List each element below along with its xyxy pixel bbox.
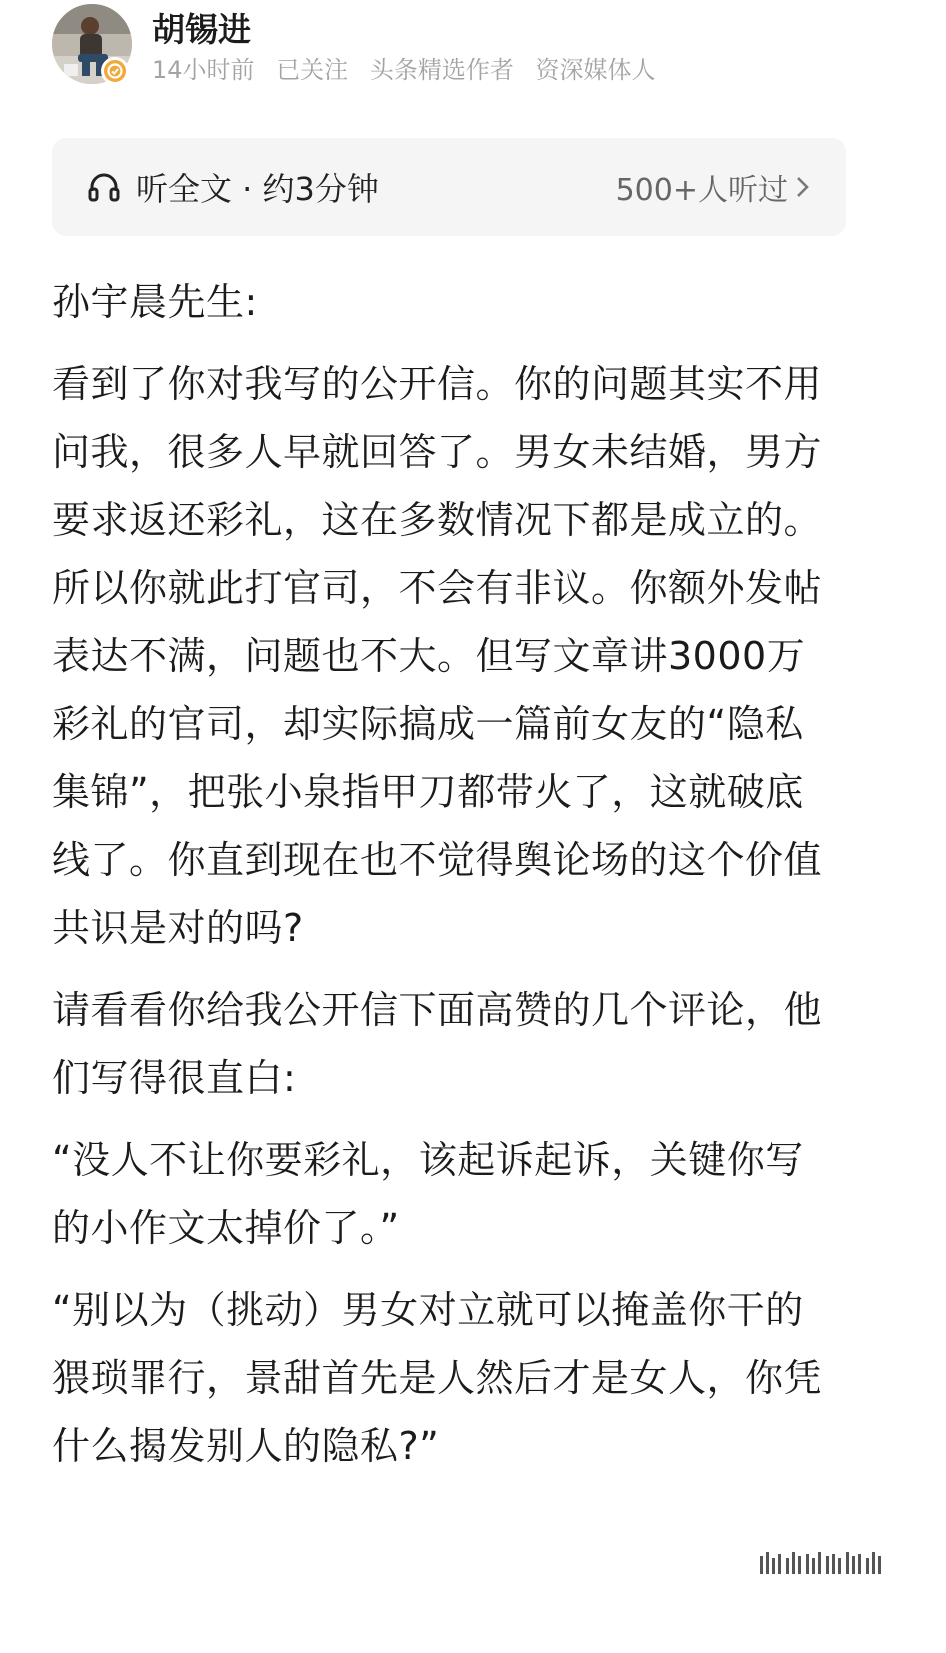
watermark-logo-icon [758, 1548, 884, 1578]
post-time: 14小时前 [152, 56, 255, 84]
article-salutation: 孙宇晨先生: [52, 280, 258, 324]
article-paragraph: 看到了你对我写的公开信。你的问题其实不用问我，很多人早就回答了。男女未结婚，男方要求返还彩礼，这在多数情况下都是成立的。所以你就此打官司，不会有非议。你额外发帖表达不满，问题也不大。但写文章讲3000万彩礼的官司，却实际搞成一篇前女友的“隐私集锦”，把张小泉指甲刀都带火了，这就破底线了。你直到现在也不觉得舆论场的这个价值共识是对的吗? [52, 362, 823, 950]
article-body [52, 268, 842, 1480]
author-badge: 头条精选作者 [369, 56, 514, 84]
follow-status[interactable]: 已关注 [276, 56, 349, 84]
quoted-comment: “别以为（挑动）男女对立就可以掩盖你干的猥琐罪行，景甜首先是人然后才是女人，你凭什么揭发别人的隐私?” [52, 1288, 823, 1468]
listen-left [86, 166, 379, 208]
article-paragraph: 请看看你给我公开信下面高赞的几个评论，他们写得很直白: [52, 988, 823, 1100]
listen-full-text-bar[interactable] [52, 138, 846, 236]
listen-label: 听全文 · 约3分钟 [136, 170, 379, 208]
listen-right [616, 166, 812, 208]
listen-count: 500+人听过 [615, 173, 788, 208]
author-meta [152, 54, 669, 86]
headphone-icon [86, 169, 122, 205]
author-name[interactable]: 胡锡进 [152, 10, 251, 49]
author-header [52, 4, 912, 88]
chevron-right-icon [794, 174, 812, 200]
verified-badge-icon [101, 57, 129, 85]
author-badge: 资深媒体人 [535, 56, 656, 84]
quoted-comment: “没人不让你要彩礼，该起诉起诉，关键你写的小作文太掉价了。” [52, 1138, 804, 1250]
